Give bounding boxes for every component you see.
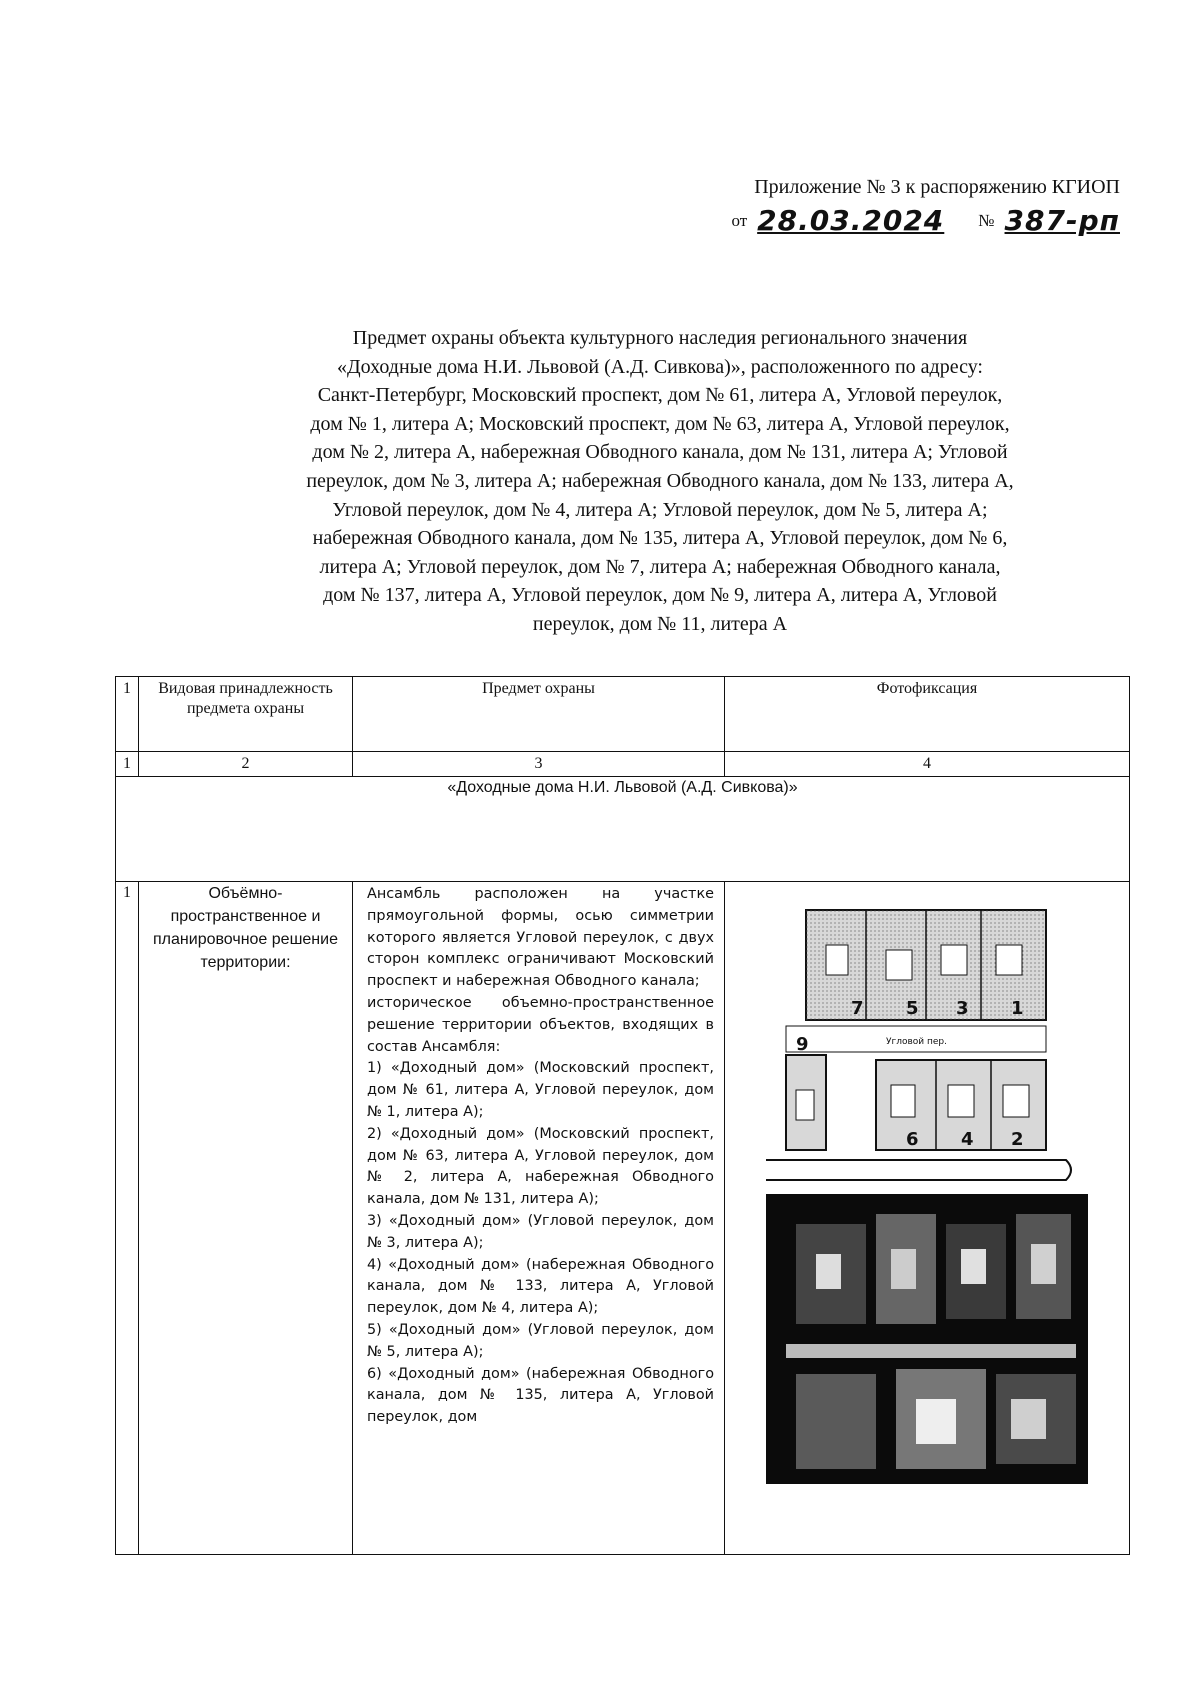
appendix-reference: Приложение № 3 к распоряжению КГИОП [754, 176, 1120, 198]
description-item: 1) «Доходный дом» (Московский проспект, дом № 61, литера А, Угловой переулок, дом № 1, литера А); [367, 1060, 714, 1120]
description-paragraph: Ансамбль расположен на участке прямоугольной формы, осью симметрии которого является Угловой переулок, с двух сторон комплекс ограничивают Московский проспект и набережная Обводного канала; [367, 886, 714, 990]
title-line: дом № 137, литера А, Угловой переулок, дом № 9, литера А, литера А, Угловой [323, 584, 997, 607]
title-line: переулок, дом № 3, литера А; набережная Обводного канала, дом № 133, литера А, [306, 469, 1014, 492]
description-paragraph: историческое объемно-пространственное решение территории объектов, входящих в состав Ансамбля: [367, 994, 714, 1055]
plot-number: 7 [851, 998, 864, 1019]
description-item: 6) «Доходный дом» (набережная Обводного канала, дом № 135, литера А, Угловой переулок, дом [367, 1365, 714, 1426]
order-date: 28.03.2024 [757, 204, 945, 237]
col-number: 3 [353, 752, 725, 777]
col-number: 4 [725, 752, 1130, 777]
table-row [116, 882, 1130, 1555]
title-line: дом № 1, литера А; Московский проспект, дом № 63, литера А, Угловой переулок, [310, 412, 1010, 435]
description-item: 3) «Доходный дом» (Угловой переулок, дом № 3, литера А); [367, 1212, 714, 1251]
header-col-subject: Предмет охраны [353, 677, 725, 752]
site-plan-image [766, 890, 1088, 1190]
from-label: от [731, 211, 748, 230]
description-item: 5) «Доходный дом» (Угловой переулок, дом № 5, литера А); [367, 1321, 714, 1360]
map-street-label: Угловой пер. [886, 1037, 947, 1047]
section-row [116, 777, 1130, 882]
appendix-header [731, 172, 1120, 236]
plot-number: 4 [961, 1129, 974, 1150]
order-date-number [731, 206, 1120, 236]
row-photos [725, 882, 1130, 1555]
plot-number: 9 [796, 1034, 809, 1055]
title-line: литера А; Угловой переулок, дом № 7, литера А; набережная Обводного канала, [319, 555, 1001, 578]
table-header-row [116, 677, 1130, 752]
number-label: № [978, 211, 995, 230]
plot-number: 1 [1011, 998, 1024, 1019]
title-line: Предмет охраны объекта культурного наследия регионального значения [352, 327, 968, 349]
plot-number: 3 [956, 998, 969, 1019]
description-item: 2) «Доходный дом» (Московский проспект, дом № 63, литера А, Угловой переулок, дом № 2, литера А, набережная Обводного канала, дом № 131, литера А); [367, 1125, 714, 1208]
protection-table [115, 676, 1130, 1555]
header-col-category: Видовая принадлежность предмета охраны [139, 677, 353, 752]
row-category: Объёмно-пространственное и планировочное решение территории: [139, 882, 353, 1555]
description-item: 4) «Доходный дом» (набережная Обводного канала, дом № 133, литера А, Угловой переулок, дом № 4, литера А); [367, 1256, 714, 1317]
title-line: «Доходные дома Н.И. Львовой (А.Д. Сивкова)», расположенного по адресу: [337, 355, 983, 378]
title-line: Угловой переулок, дом № 4, литера А; Угловой переулок, дом № 5, литера А; [332, 498, 988, 521]
column-numbers-row [116, 752, 1130, 777]
title-line: набережная Обводного канала, дом № 135, литера А, Угловой переулок, дом № 6, [312, 527, 1008, 550]
row-description [353, 882, 725, 1555]
col-number: 2 [139, 752, 353, 777]
header-col-photo: Фотофиксация [725, 677, 1130, 752]
row-number: 1 [116, 882, 139, 1555]
document-title [210, 324, 1110, 639]
title-line: Санкт-Петербург, Московский проспект, дом № 61, литера А, Угловой переулок, [317, 384, 1003, 407]
header-col-1: 1 [116, 677, 139, 752]
section-title: «Доходные дома Н.И. Львовой (А.Д. Сивкова)» [116, 777, 1130, 882]
plot-number: 2 [1011, 1129, 1024, 1150]
aerial-photo-image [766, 1194, 1088, 1484]
title-line: переулок, дом № 11, литера А [532, 612, 788, 635]
col-number: 1 [116, 752, 139, 777]
title-line: дом № 2, литера А, набережная Обводного канала, дом № 131, литера А; Угловой [312, 441, 1008, 464]
order-number: 387-рп [1004, 204, 1120, 237]
plot-number: 5 [906, 998, 919, 1019]
plot-number: 6 [906, 1129, 919, 1150]
